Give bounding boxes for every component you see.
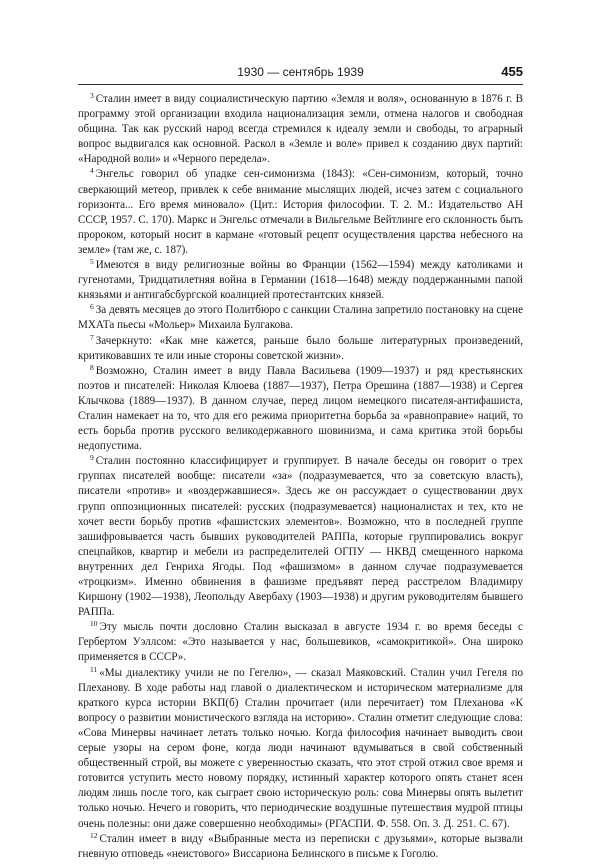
note-text: «Мы диалектику учили не по Гегелю», — сказал Маяковский. Сталин учил Гегеля по Плеханову. В ходе работы над главой о диалектическом и историческом материализме для краткого курса истории ВКП(б) Сталин прочитает (или перечитает) том Плеханова «К вопросу о развитии монистического взгляда на историю». Сталин отметит следующие слова: «Сова Минервы начинает летать только ночью. Когда философия начинает выводить свои серые узоры на сером фоне, когда люди начинают вдумываться в свой собственный общественный строй, вы можете с уверенностью сказать, что этот строй отжил свое время и готовится уступить место новому порядку, истинный характер которого опять станет ясен людям лишь после того, как сыграет свою историческую роль: сова Минервы опять вылетит только ночью. Нечего и говорить, что периодические воздушные путешествия мудрой птицы очень полезны: они даже совершенно необходимы» (РГАСПИ. Ф. 558. Оп. 3. Д. 251. С. 67). — [78, 666, 523, 830]
endnote — [78, 364, 523, 455]
note-text: Эту мысль почти дословно Сталин высказал в августе 1934 г. во время беседы с Гербертом Уэллсом: «Это называется у нас, большевиков, «самокритикой». Она широко применяется в СССР». — [78, 621, 523, 664]
endnote — [78, 258, 523, 303]
note-number: 11 — [90, 664, 98, 674]
note-text: Возможно, Сталин имеет в виду Павла Васильева (1909—1937) и ряд крестьянских поэтов и писателей: Николая Клюева (1887—1937), Петра Орешина (1887—1938) и Сергея Клычкова (1889—1937). В данном случае, перед лицом немецкого писателя-антифашиста, Сталин намекает на то, что для его режима приоритетна борьба за «равноправие» наций, то есть борьба против русского великодержавного шовинизма, и сама критика этой борьбы недопустима. — [78, 364, 523, 453]
note-text: Имеются в виду религиозные войны во Франции (1562—1594) между католиками и гугенотами, Тридцатилетняя война в Германии (1618—1648) между поддержанными папой князьями и антигабсбургской коалицией протестантских князей. — [78, 259, 523, 302]
note-number: 12 — [90, 830, 98, 840]
endnote — [78, 334, 523, 364]
endnote — [78, 167, 523, 258]
note-text: Зачеркнуто: «Как мне кажется, раньше было больше литературных произведений, критиковавших те или иные стороны советской жизни». — [78, 334, 523, 362]
note-text: Сталин имеет в виду социалистическую партию «Земля и воля», основанную в 1876 г. В программу этой организации входила национализация земли, отмена налогов и свободная община. Так как русский народ всегда стремился к идеалу земли и свободы, то аграрный вопрос выдвигался как основной. Раскол в «Земле и воле» привел к созданию двух партий: «Народной воли» и «Черного передела». — [78, 93, 523, 166]
note-number: 9 — [90, 453, 94, 463]
note-number: 5 — [90, 257, 94, 267]
endnotes-list — [78, 92, 523, 862]
endnote — [78, 92, 523, 167]
note-text: Сталин постоянно классифицирует и группирует. В начале беседы он говорит о трех группах писателей вообще: писатели «за» (подразумевается, что за советскую власть), писатели «против» и «воздержавшиеся». Здесь же он рассуждает о существовании двух групп оппозиционных писателей: русских (подразумевается) националистах и тех, кто не хочет вести борьбу против «фашистских элементов». Возможно, что в последней группе зашифровывается часть бывших руководителей РАППа, которые группировались вокруг спецпайков, квартир и мебели из распределителей ОГПУ — НКВД смещенного наркома внутренних дел Генриха Ягоды. Под «фашизмом» в данном случае подразумевается «троцкизм». Именно обвинения в фашизме предъявят перед расстрелом Владимиру Киршону (1902—1938), Леопольду Авербаху (1903—1938) и другим руководителям бывшего РАППа. — [78, 455, 523, 619]
note-number: 6 — [90, 302, 94, 312]
note-number: 8 — [90, 362, 94, 372]
endnote — [78, 620, 523, 665]
endnote — [78, 832, 523, 862]
note-text: За девять месяцев до этого Политбюро с санкции Сталина запретило постановку на сцене МХАТа пьесы «Мольер» Михаила Булгакова. — [78, 304, 523, 332]
running-title: 1930 — сентябрь 1939 — [237, 65, 364, 79]
note-number: 3 — [90, 91, 94, 100]
endnote — [78, 303, 523, 333]
note-text: Сталин имеет в виду «Выбранные места из переписки с друзьями», которые вызвали гневную отповедь «неистового» Виссариона Белинского в письме к Гоголю. — [78, 832, 523, 860]
endnote — [78, 454, 523, 620]
note-number: 4 — [90, 166, 94, 176]
running-header — [78, 62, 523, 85]
endnote — [78, 666, 523, 832]
note-text: Энгельс говорил об упадке сен-симонизма (1843): «Сен-симонизм, который, точно сверкающий метеор, привлек к себе внимание мыслящих людей, исчез затем с социального горизонта... Его время миновало» (Цит.: История философии. Т. 2. М.: Издательство АН СССР, 1957. С. 170). Маркс и Энгельс отмечали в Вильгельме Вейтлинге его склонность быть пророком, который носит в кармане «готовый рецепт осуществления царства небесного на земле» (там же, с. 187). — [78, 168, 523, 256]
note-number: 10 — [90, 619, 98, 629]
note-number: 7 — [90, 332, 94, 342]
page-number: 455 — [501, 64, 523, 79]
